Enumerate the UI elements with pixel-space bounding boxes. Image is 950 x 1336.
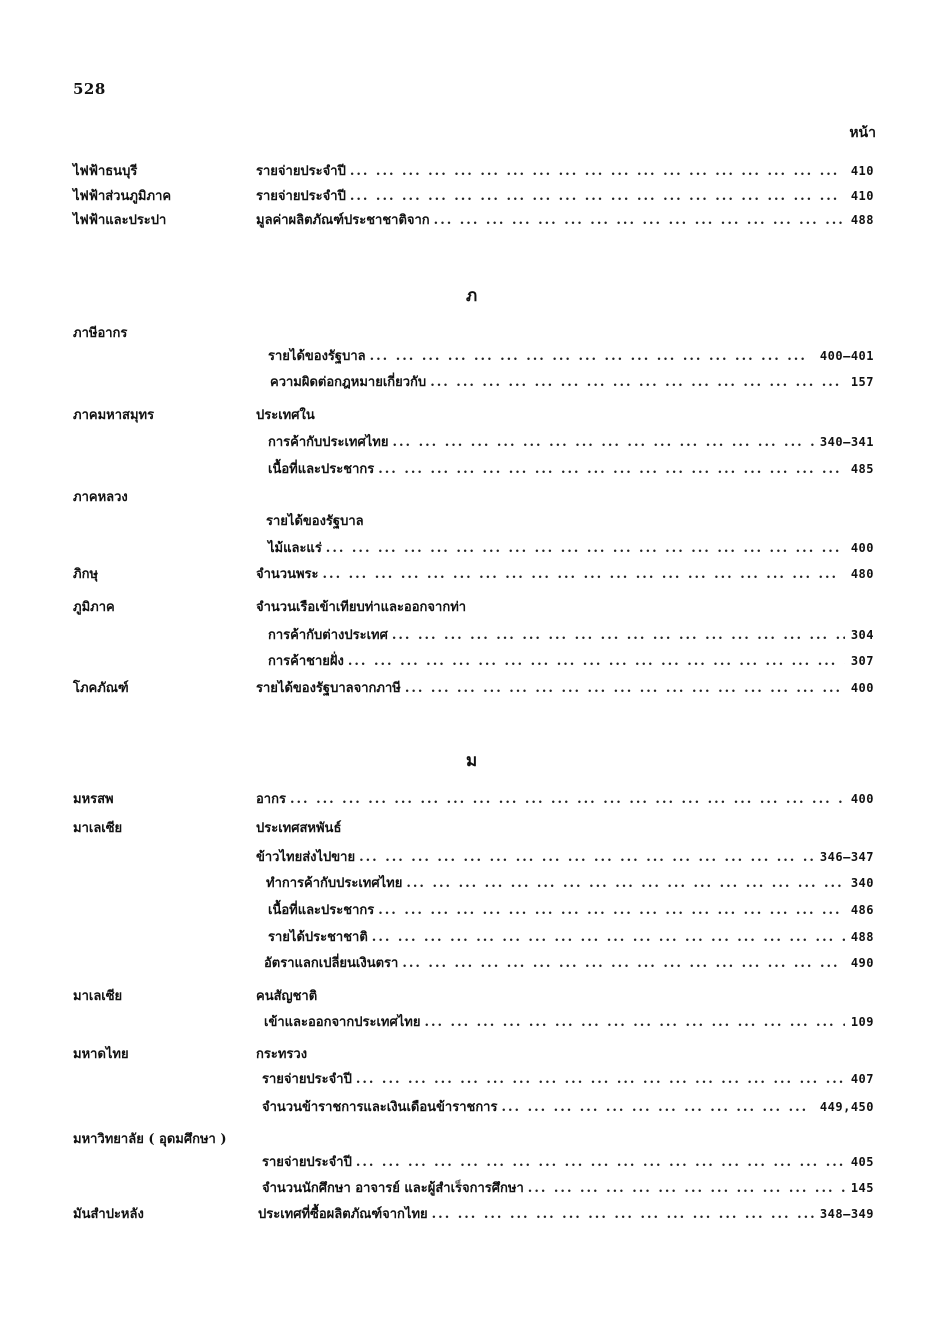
page-reference: 410 [850, 189, 874, 203]
entry-label: ประเทศที่ซื้อผลิตภัณฑ์จากไทย [258, 1203, 432, 1224]
page-reference: 145 [850, 1181, 874, 1195]
dot-leader [424, 1015, 844, 1030]
dot-leader [356, 1155, 845, 1170]
index-row [0, 322, 950, 344]
index-row [0, 817, 950, 839]
page-reference: 486 [850, 903, 874, 917]
index-row [0, 650, 950, 672]
index-entry [258, 1203, 874, 1224]
index-row [0, 596, 950, 618]
dot-leader [392, 435, 813, 450]
index-row [0, 486, 950, 508]
page-reference: 348–349 [819, 1207, 874, 1221]
index-entry [262, 1151, 874, 1172]
page-reference: 488 [850, 213, 874, 227]
index-term: ภูมิภาค [73, 600, 115, 615]
index-row [0, 846, 950, 868]
index-entry [268, 899, 874, 920]
index-entry [256, 563, 874, 584]
entry-label: การค้ากับประเทศไทย [268, 431, 392, 452]
entry-label: มูลค่าผลิตภัณฑ์ประชาชาติจาก [256, 209, 434, 230]
dot-leader [290, 792, 845, 807]
entry-label: รายจ่ายประจำปี [256, 160, 350, 181]
entry-label: อัตราแลกเปลี่ยนเงินตรา [264, 952, 402, 973]
page-reference: 400 [850, 541, 874, 555]
index-row [0, 537, 950, 559]
entry-label: ไม้และแร่ [268, 537, 326, 558]
dot-leader [432, 1207, 814, 1222]
page-reference: 400–401 [819, 349, 874, 363]
index-term: มหรสพ [73, 792, 114, 807]
index-row [0, 952, 950, 974]
index-row [0, 1011, 950, 1033]
page-number: 528 [73, 80, 106, 98]
index-entry [256, 185, 874, 206]
index-row [0, 1203, 950, 1225]
index-row [0, 624, 950, 646]
index-row [0, 209, 950, 231]
entry-label: เนื้อที่และประชากร [268, 458, 378, 479]
dot-leader [372, 930, 845, 945]
dot-leader [326, 541, 845, 556]
page-reference: 488 [850, 930, 874, 944]
dot-leader [378, 903, 845, 918]
dot-leader [528, 1181, 845, 1196]
page-reference: 340 [850, 876, 874, 890]
index-term: มหาวิทยาลัย ( อุดมศึกษา ) [73, 1132, 227, 1147]
entry-subheading: รายได้ของรัฐบาล [266, 514, 364, 529]
entry-label: จำนวนนักศึกษา อาจารย์ และผู้สำเร็จการศึกษา [262, 1177, 528, 1198]
entry-subheading: กระทรวง [256, 1047, 308, 1062]
index-entry [268, 537, 874, 558]
index-entry [262, 1068, 874, 1089]
dot-leader [370, 349, 814, 364]
index-entry [268, 431, 874, 452]
entry-subheading: จำนวนเรือเข้าเทียบท่าและออกจากท่า [256, 600, 467, 615]
index-entry [256, 788, 874, 809]
dot-leader [350, 164, 845, 179]
dot-leader [378, 462, 845, 477]
index-row [0, 458, 950, 480]
index-entry [262, 1177, 874, 1198]
page-reference: 400 [850, 681, 874, 695]
entry-subheading: คนสัญชาติ [256, 989, 318, 1004]
dot-leader [392, 628, 845, 643]
index-row [0, 404, 950, 426]
entry-label: การค้ากับต่างประเทศ [268, 624, 392, 645]
index-row [0, 345, 950, 367]
index-row [0, 1151, 950, 1173]
index-entry [264, 1011, 874, 1032]
page-reference: 109 [850, 1015, 874, 1029]
page-reference: 307 [850, 654, 874, 668]
entry-label: รายได้ประชาชาติ [268, 926, 372, 947]
entry-label: จำนวนข้าราชการและเงินเดือนข้าราชการ [262, 1096, 501, 1117]
index-term: มหาดไทย [73, 1047, 129, 1062]
index-row [0, 510, 950, 532]
page-reference: 407 [850, 1072, 874, 1086]
section-heading: ม [466, 751, 478, 771]
index-row [0, 160, 950, 182]
index-row [0, 563, 950, 585]
dot-leader [434, 213, 845, 228]
dot-leader [402, 956, 844, 971]
index-term: มันสำปะหลัง [73, 1207, 144, 1222]
page-reference: 480 [850, 567, 874, 581]
index-entry [270, 371, 874, 392]
section-heading: ภ [466, 286, 478, 306]
entry-label: ทำการค้ากับประเทศไทย [266, 872, 406, 893]
dot-leader [350, 189, 845, 204]
index-term: ไฟฟ้าและประปา [73, 213, 167, 228]
page-reference: 490 [850, 956, 874, 970]
entry-label: เนื้อที่และประชากร [268, 899, 378, 920]
entry-label: ข้าวไทยส่งไปขาย [256, 846, 359, 867]
entry-label: รายได้ของรัฐบาล [268, 345, 370, 366]
index-row [0, 788, 950, 810]
index-row [0, 872, 950, 894]
index-row [0, 371, 950, 393]
index-term: ภาษีอากร [73, 326, 128, 341]
index-term: มาเลเซีย [73, 821, 123, 836]
index-entry [268, 926, 874, 947]
index-row [0, 1043, 950, 1065]
page-reference: 485 [850, 462, 874, 476]
entry-subheading: ประเทศสหพันธ์ [256, 821, 342, 836]
index-term: ภาคมหาสมุทร [73, 408, 155, 423]
page-column-label: หน้า [849, 125, 876, 141]
index-term: ไฟฟ้าธนบุรี [73, 164, 138, 179]
entry-label: จำนวนพระ [256, 563, 323, 584]
index-entry [268, 345, 874, 366]
page-reference: 405 [850, 1155, 874, 1169]
entry-label: เข้าและออกจากประเทศไทย [264, 1011, 424, 1032]
page-reference: 304 [850, 628, 874, 642]
dot-leader [356, 1072, 845, 1087]
entry-label: รายได้ของรัฐบาลจากภาษี [256, 677, 405, 698]
index-term: ภิกษุ [73, 567, 99, 582]
dot-leader [430, 375, 845, 390]
index-entry [256, 846, 874, 867]
entry-label: ความผิดต่อกฎหมายเกี่ยวกับ [270, 371, 430, 392]
entry-label: รายจ่ายประจำปี [262, 1068, 356, 1089]
index-row [0, 1068, 950, 1090]
page-reference: 346–347 [819, 850, 874, 864]
index-entry [268, 650, 874, 671]
index-entry [256, 209, 874, 230]
index-term: ไฟฟ้าส่วนภูมิภาค [73, 189, 172, 204]
index-entry [256, 160, 874, 181]
index-entry [268, 458, 874, 479]
page-reference: 340–341 [819, 435, 874, 449]
page-reference: 157 [850, 375, 874, 389]
entry-subheading: ประเทศใน [256, 408, 315, 423]
index-entry [256, 677, 874, 698]
dot-leader [406, 876, 844, 891]
index-row [0, 926, 950, 948]
dot-leader [323, 567, 845, 582]
dot-leader [359, 850, 814, 865]
page-reference: 410 [850, 164, 874, 178]
page-reference: 400 [850, 792, 874, 806]
entry-label: รายจ่ายประจำปี [262, 1151, 356, 1172]
index-entry [268, 624, 874, 645]
dot-leader [405, 681, 845, 696]
index-term: ภาคหลวง [73, 490, 128, 505]
index-row [0, 185, 950, 207]
dot-leader [501, 1100, 813, 1115]
entry-label: การค้าชายฝั่ง [268, 650, 348, 671]
entry-label: รายจ่ายประจำปี [256, 185, 350, 206]
index-entry [262, 1096, 874, 1117]
index-row [0, 1177, 950, 1199]
index-term: โภคภัณฑ์ [73, 681, 129, 696]
index-row [0, 1128, 950, 1150]
index-row [0, 677, 950, 699]
dot-leader [348, 654, 845, 669]
page-reference: 449,450 [819, 1100, 874, 1114]
index-entry [264, 952, 874, 973]
index-row [0, 985, 950, 1007]
index-row [0, 899, 950, 921]
entry-label: อากร [256, 788, 290, 809]
index-term: มาเลเซีย [73, 989, 123, 1004]
index-entry [266, 872, 874, 893]
index-row [0, 431, 950, 453]
index-row [0, 1096, 950, 1118]
